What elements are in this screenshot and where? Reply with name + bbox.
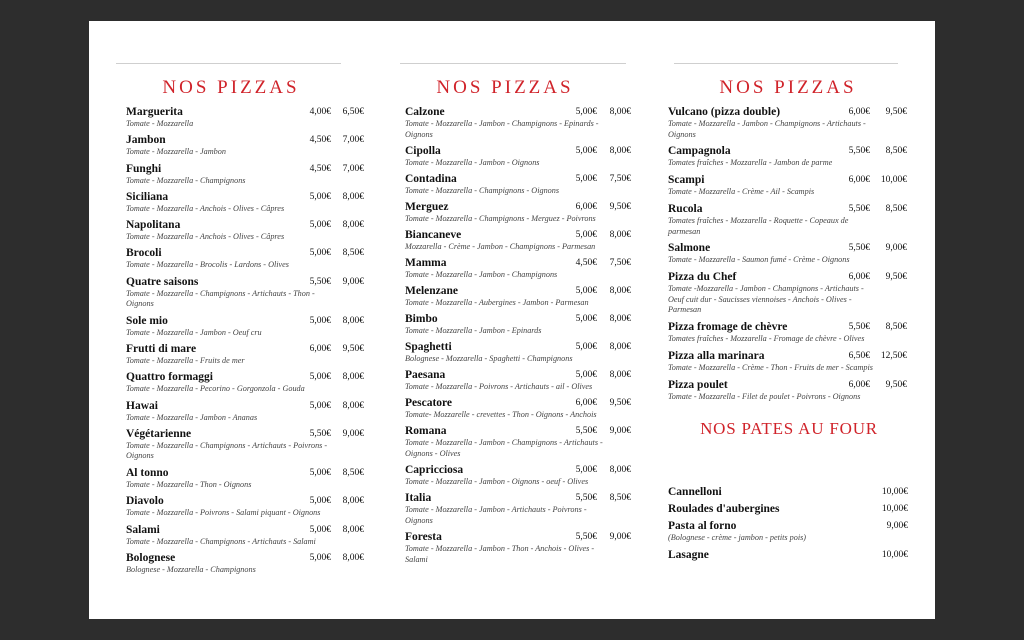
menu-item <box>126 466 364 495</box>
item-name: Hawai <box>126 399 158 412</box>
price: 9,00€ <box>886 521 908 531</box>
price-large: 8,00€ <box>609 146 631 156</box>
price-large: 7,00€ <box>342 163 364 174</box>
pizza-list <box>126 106 364 580</box>
item-description: Tomate - Mozzarella - Jambon <box>126 147 226 157</box>
item-name: Pizza poulet <box>668 378 728 391</box>
menu-item <box>668 242 909 271</box>
price-large: 8,50€ <box>609 493 631 503</box>
menu-item <box>126 551 364 580</box>
pates-item <box>668 503 908 520</box>
item-description: Tomates fraîches - Mozzarella - Roquette - Copeaux de parmesan <box>668 216 849 236</box>
item-name: Sole mio <box>126 314 168 327</box>
menu-item <box>126 399 364 428</box>
item-name: Pasta al forno <box>668 520 737 532</box>
item-description: Tomate - Mozzarella - Champignons - Artichauts - Thon - Oignons <box>126 288 315 309</box>
price-small: 5,00€ <box>309 220 331 231</box>
item-description: Tomates fraîches - Mozzarella - Jambon de parme <box>668 158 833 167</box>
price-large: 9,50€ <box>885 272 907 282</box>
menu-item <box>405 201 631 229</box>
price-large: 9,00€ <box>609 532 631 542</box>
item-name: Salmone <box>668 242 711 254</box>
item-description: Tomate - Mozzarella <box>126 119 194 128</box>
price-small: 5,00€ <box>309 191 331 202</box>
item-description: Tomate - Mozzarella - Anchois - Olives - Câpres <box>126 203 285 213</box>
item-description: Tomate - Mozzarella - Jambon - Oignons - oeuf - Olives <box>405 477 589 486</box>
item-name: Diavolo <box>126 495 164 508</box>
item-name: Italia <box>405 492 432 504</box>
price-large: 9,50€ <box>342 344 364 355</box>
item-description: Tomate - Mozzarella - Champignons - Oignons <box>405 186 560 195</box>
menu-item <box>126 343 364 371</box>
price-small: 5,00€ <box>309 400 331 411</box>
menu-item <box>405 173 631 201</box>
section-heading-pizzas: NOS PIZZAS <box>436 77 574 98</box>
menu-item <box>668 106 909 145</box>
item-description: Tomate - Mozzarella - Jambon - Epinards <box>405 326 542 335</box>
price-large: 8,00€ <box>609 342 631 352</box>
menu-item <box>405 397 631 425</box>
price-small: 6,00€ <box>848 272 870 282</box>
price-large: 8,00€ <box>342 524 364 535</box>
price-small: 5,50€ <box>848 204 870 214</box>
price-small: 6,00€ <box>575 202 597 212</box>
price-small: 5,50€ <box>848 321 870 332</box>
divider <box>674 63 898 64</box>
item-description: Tomate - Mozzarella - Saumon fumé - Crème - Oignons <box>668 255 850 264</box>
price-small: 5,00€ <box>309 372 331 383</box>
price-small: 6,50€ <box>848 350 870 361</box>
menu-item <box>668 350 909 379</box>
item-description: Tomate - Mozzarella - Filet de poulet - Poivrons - Oignons <box>668 391 861 401</box>
menu-item <box>405 492 631 531</box>
item-name: Cannelloni <box>668 486 722 498</box>
price-large: 8,00€ <box>342 552 364 563</box>
price-small: 5,00€ <box>309 552 331 563</box>
item-name: Romana <box>405 425 447 437</box>
price-small: 5,00€ <box>309 467 331 478</box>
menu-item <box>668 321 909 350</box>
price-large: 8,00€ <box>609 465 631 475</box>
menu-item <box>126 106 364 134</box>
price-small: 5,00€ <box>575 107 597 117</box>
item-name: Foresta <box>405 531 442 543</box>
menu-item <box>126 275 364 315</box>
price-small: 5,50€ <box>309 428 331 439</box>
item-name: Al tonno <box>126 466 169 479</box>
section-heading-pizzas: NOS PIZZAS <box>719 77 857 98</box>
price-small: 5,00€ <box>309 248 331 259</box>
price-small: 5,50€ <box>575 493 597 503</box>
menu-item <box>126 495 364 523</box>
item-description: Tomate - Mozzarella - Poivrons - Salami piquant - Oignons <box>126 508 321 518</box>
menu-item <box>405 531 631 570</box>
item-name: Lasagne <box>668 549 709 561</box>
price-large: 8,00€ <box>342 191 364 202</box>
item-description: Tomates fraîches - Mozzarella - Fromage de chèvre - Olives <box>668 333 865 343</box>
pizza-list <box>405 106 631 570</box>
item-name: Végétarienne <box>126 427 192 440</box>
price-large: 8,00€ <box>609 230 631 240</box>
price-small: 5,00€ <box>575 314 597 324</box>
menu-item <box>405 257 631 285</box>
menu-item <box>126 427 364 467</box>
menu-item <box>126 219 364 247</box>
price-large: 8,00€ <box>609 286 631 296</box>
price-large: 8,00€ <box>342 220 364 231</box>
menu-item <box>405 229 631 257</box>
item-description: Tomate - Mozzarella - Jambon - Ananas <box>126 412 258 422</box>
price-large: 8,50€ <box>885 204 907 214</box>
menu-item <box>405 313 631 341</box>
item-description: Tomate - Mozzarella - Thon - Oignons <box>126 479 252 489</box>
item-name: Pescatore <box>405 397 453 409</box>
divider <box>400 63 626 64</box>
price-small: 6,00€ <box>848 107 870 117</box>
menu-item <box>405 145 631 173</box>
price-large: 9,00€ <box>885 243 907 253</box>
price-small: 5,50€ <box>848 243 870 253</box>
menu-item <box>126 523 364 552</box>
item-description: Tomate - Mozzarella - Crème - Ail - Scampis <box>668 187 815 196</box>
price-large: 9,00€ <box>609 426 631 436</box>
price-large: 9,00€ <box>342 428 364 439</box>
item-name: Spaghetti <box>405 341 452 353</box>
price-large: 8,00€ <box>342 400 364 411</box>
price-large: 9,50€ <box>609 202 631 212</box>
menu-item <box>668 203 909 242</box>
price-large: 6,50€ <box>342 107 364 117</box>
item-description: Tomate - Mozzarella - Champignons - Artichauts - Poivrons - Oignons <box>126 440 328 461</box>
price-large: 8,00€ <box>609 370 631 380</box>
item-name: Bimbo <box>405 313 438 325</box>
item-description: Tomate - Mozzarella - Champignons <box>126 175 246 185</box>
item-name: Quatre saisons <box>126 275 199 288</box>
item-name: Merguez <box>405 201 449 213</box>
pates-list <box>668 486 908 566</box>
item-name: Frutti di mare <box>126 343 197 356</box>
price-small: 5,00€ <box>575 370 597 380</box>
pizza-list <box>668 106 909 408</box>
item-name: Pizza fromage de chèvre <box>668 320 788 333</box>
price-large: 8,00€ <box>342 315 364 326</box>
item-description: Tomate - Mozzarella - Jambon - Champignons <box>405 270 558 279</box>
price-large: 8,00€ <box>609 107 631 117</box>
menu-item <box>668 145 909 174</box>
item-description: Tomate - Mozzarella - Champignons - Artichauts - Salami <box>126 536 316 546</box>
menu-item <box>405 425 631 464</box>
menu-page <box>89 21 935 619</box>
menu-item <box>126 247 364 275</box>
menu-item <box>405 106 631 145</box>
divider <box>116 63 341 64</box>
price-large: 7,50€ <box>609 258 631 268</box>
price-small: 5,00€ <box>575 230 597 240</box>
item-description: Tomate - Mozzarella - Champignons - Merguez - Poivrons <box>405 214 596 223</box>
menu-item <box>126 314 364 343</box>
item-name: Pizza du Chef <box>668 271 737 283</box>
menu-item <box>126 190 364 219</box>
item-name: Funghi <box>126 162 162 175</box>
item-name: Cipolla <box>405 145 441 157</box>
item-description: Bolognese - Mozzarella - Champignons <box>126 564 256 574</box>
price-large: 8,50€ <box>885 146 907 156</box>
price-small: 4,50€ <box>309 135 331 146</box>
item-description: Mozzarella - Crème - Jambon - Champignons - Parmesan <box>405 242 596 251</box>
item-name: Roulades d'aubergines <box>668 503 780 515</box>
price-small: 5,50€ <box>848 146 870 156</box>
section-heading-pizzas: NOS PIZZAS <box>162 77 300 98</box>
section-heading-pates: NOS PATES AU FOUR <box>700 419 878 438</box>
menu-item <box>405 369 631 397</box>
price-large: 9,00€ <box>342 276 364 287</box>
item-description: Tomate - Mozzarella - Jambon - Oeuf cru <box>126 327 262 337</box>
item-name: Brocoli <box>126 247 162 260</box>
price-small: 4,50€ <box>575 258 597 268</box>
menu-item <box>405 341 631 369</box>
item-description: Tomate - Mozzarella - Anchois - Olives - Câpres <box>126 232 285 242</box>
pates-item <box>668 486 908 503</box>
item-name: Bolognese <box>126 551 176 564</box>
price-small: 5,00€ <box>309 524 331 535</box>
item-name: Rucola <box>668 203 703 215</box>
price: 10,00€ <box>881 487 908 497</box>
pates-item <box>668 549 908 566</box>
price-small: 5,00€ <box>309 315 331 326</box>
price-small: 5,50€ <box>309 276 331 287</box>
item-name: Jambon <box>126 134 166 147</box>
price-small: 5,00€ <box>575 465 597 475</box>
price-large: 8,00€ <box>342 372 364 383</box>
item-description: (Bolognese - crème - jambon - petits pois) <box>668 533 807 542</box>
price: 10,00€ <box>881 504 908 514</box>
menu-item <box>668 174 909 203</box>
item-description: Tomate - Mozzarella - Crème - Thon - Fruits de mer - Scampis <box>668 362 873 372</box>
item-name: Scampi <box>668 174 705 186</box>
item-name: Paesana <box>405 369 446 381</box>
price-small: 5,00€ <box>575 146 597 156</box>
menu-item <box>405 464 631 492</box>
price: 10,00€ <box>881 550 908 560</box>
price-small: 6,00€ <box>309 344 331 355</box>
item-description: Bolognese - Mozzarella - Spaghetti - Champignons <box>405 354 573 363</box>
price-small: 6,00€ <box>848 379 870 390</box>
item-description: Tomate -Mozzarella - Jambon - Champignons - Artichauts - Oeuf cuit dur - Saucisses viennoises - Anchois - Olives - Parmesan <box>668 284 864 314</box>
price-large: 8,00€ <box>342 496 364 507</box>
menu-item <box>405 285 631 313</box>
price-small: 5,50€ <box>575 532 597 542</box>
price-small: 6,00€ <box>848 175 870 185</box>
item-description: Tomate - Mozzarella - Poivrons - Artichauts - ail - Olives <box>405 382 593 391</box>
item-name: Marguerita <box>126 106 183 118</box>
price-small: 5,00€ <box>575 286 597 296</box>
item-name: Biancaneve <box>405 229 462 241</box>
item-name: Pizza alla marinara <box>668 349 765 362</box>
item-name: Napolitana <box>126 219 181 232</box>
price-small: 5,00€ <box>575 174 597 184</box>
item-description: Tomate - Mozzarella - Jambon - Artichauts - Poivrons - Oignons <box>405 505 587 525</box>
item-name: Salami <box>126 523 160 536</box>
item-name: Siciliana <box>126 190 169 203</box>
menu-item <box>126 371 364 399</box>
price-large: 9,50€ <box>885 379 907 390</box>
price-large: 12,50€ <box>880 350 907 361</box>
item-name: Quattro formaggi <box>126 371 213 384</box>
price-large: 10,00€ <box>880 175 907 185</box>
item-description: Tomate - Mozzarella - Jambon - Oignons <box>405 158 540 167</box>
price-large: 8,50€ <box>885 321 907 332</box>
item-name: Capricciosa <box>405 464 464 476</box>
item-description: Tomate - Mozzarella - Jambon - Champignons - Epinards - Oignons <box>405 119 599 139</box>
item-description: Tomate- Mozzarelle - crevettes - Thon - Oignons - Anchois <box>405 410 597 419</box>
item-name: Vulcano (pizza double) <box>668 106 781 118</box>
price-small: 5,00€ <box>309 496 331 507</box>
pates-item <box>668 520 908 549</box>
menu-item <box>668 271 909 321</box>
item-description: Tomate - Mozzarella - Aubergines - Jambon - Parmesan <box>405 298 589 307</box>
price-small: 5,50€ <box>575 426 597 436</box>
price-small: 4,50€ <box>309 163 331 174</box>
price-large: 9,50€ <box>885 107 907 117</box>
price-large: 8,50€ <box>342 248 364 259</box>
item-description: Tomate - Mozzarella - Jambon - Champignons - Artichauts - Oignons <box>668 119 866 139</box>
menu-item <box>126 162 364 191</box>
item-name: Mamma <box>405 257 447 269</box>
item-name: Calzone <box>405 106 445 118</box>
item-description: Tomate - Mozzarella - Jambon - Thon - Anchois - Olives - Salami <box>405 544 595 564</box>
menu-item <box>126 134 364 162</box>
item-description: Tomate - Mozzarella - Fruits de mer <box>126 356 245 366</box>
price-small: 4,00€ <box>309 107 331 117</box>
item-description: Tomate - Mozzarella - Pecorino - Gorgonzola - Gouda <box>126 384 305 394</box>
price-large: 8,00€ <box>609 314 631 324</box>
item-description: Tomate - Mozzarella - Jambon - Champignons - Artichauts - Oignons - Olives <box>405 438 603 458</box>
item-name: Campagnola <box>668 145 731 157</box>
price-large: 7,00€ <box>342 135 364 146</box>
item-name: Contadina <box>405 173 457 185</box>
price-large: 8,50€ <box>342 467 364 478</box>
item-name: Melenzane <box>405 285 459 297</box>
item-description: Tomate - Mozzarella - Brocolis - Lardons - Olives <box>126 260 289 270</box>
price-small: 5,00€ <box>575 342 597 352</box>
price-small: 6,00€ <box>575 398 597 408</box>
price-large: 7,50€ <box>609 174 631 184</box>
price-large: 9,50€ <box>609 398 631 408</box>
menu-item <box>668 379 909 408</box>
